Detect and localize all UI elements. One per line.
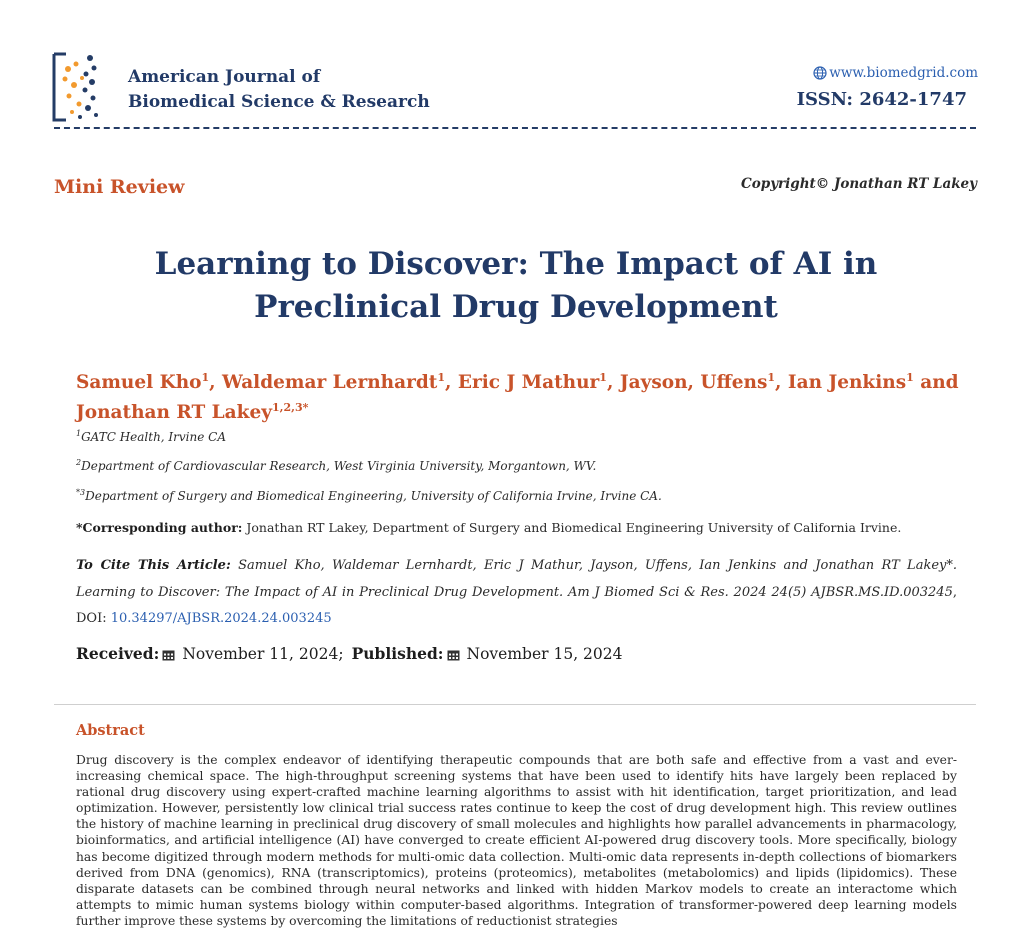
article-type: Mini Review [54,176,185,198]
doi-label: , DOI: [76,584,957,626]
received-date: November 11, 2024; [182,644,344,663]
received-label: Received: [76,644,160,663]
author-separator: and [913,372,959,394]
abstract-divider [54,704,976,705]
author-name: Ian Jenkins [787,372,907,394]
issn: ISSN: 2642-1747 [796,89,967,110]
publication-dates [76,644,623,663]
website-link[interactable] [813,65,978,81]
abstract-heading: Abstract [76,722,145,739]
globe-icon [813,66,827,80]
citation-text: Samuel Kho, Waldemar Lernhardt, Eric J Mathur, Jayson, Uffens, Ian Jenkins and Jonathan RT Lakey*. Learning to Discover: The Impact of AI in Preclinical Drug Development. Am J Biomed Sci & Res. 2024 24(5) AJBSR.MS.ID.003245 [76,558,957,600]
website-text[interactable]: www.biomedgrid.com [829,65,978,81]
author-name: Jonathan RT Lakey [76,402,272,424]
author-name: Samuel Kho [76,372,202,394]
published-label: Published: [351,644,444,663]
author-name: Waldemar Lernhardt [222,372,438,394]
calendar-icon [162,649,175,661]
copyright: Copyright© Jonathan RT Lakey [741,176,977,192]
published-date: November 15, 2024 [466,644,623,663]
author-name: Eric J Mathur [457,372,600,394]
author-affiliation-marker: 1,2,3* [272,401,309,415]
author-list [76,365,976,425]
author-separator: , [606,372,620,394]
journal-name-line2: Biomedical Science & Research [128,92,430,112]
author-separator: , [444,372,458,394]
doi-link[interactable]: 10.34297/AJBSR.2024.24.003245 [110,611,332,626]
citation [76,553,957,633]
author-affiliation-marker: 1 [201,371,210,384]
calendar-icon [447,649,460,661]
journal-name-line1: American Journal of [128,67,321,87]
journal-logo-icon [52,52,112,122]
author-name: Jayson, Uffens [619,372,768,394]
author-affiliation-marker: 1 [767,371,776,384]
header-divider [54,127,976,129]
affiliation-2: $^2$Department of Cardiovascular Research, West Virginia University, Morgantown, WV. [76,458,597,473]
affiliation-3: $^{*3}$Department of Surgery and Biomedical Engineering, University of California Irvine, Irvine CA. [76,488,662,503]
author-separator: , [775,372,788,394]
affiliation-1: $^1$GATC Health, Irvine CA [76,429,227,444]
author-affiliation-marker: 1 [437,371,445,384]
author-affiliation-marker: 1 [599,371,607,384]
author-affiliation-marker: 1 [906,371,914,384]
article-title: Learning to Discover: The Impact of AI in Preclinical Drug Development [154,246,878,325]
citation-label: To Cite This Article: [76,558,231,573]
abstract-body: Drug discovery is the complex endeavor of identifying therapeutic compounds that are both safe and effective from a vast and ever-increasing chemical space. The high-throughput screening systems that have been used to identify hits have largely been replaced by rational drug discovery using expert-crafted machine learning algorithms to assist with hit identification, target prioritization, and lead optimization. However, persistently low clinical trial success rates continue to keep the cost of drug development high. This review outlines the history of machine learning in preclinical drug discovery of small molecules and highlights how parallel advancements in pharmacology, bioinformatics, and artificial intelligence (AI) have converged to create efficient AI-powered drug discovery tools. More specifically, biology has become digitized through modern methods for multi-omic data collection. Multi-omic data represents in-depth collections of biomarkers derived from DNA (genomics), RNA (transcriptomics), proteins (proteomics), metabolites (metabolomics) and lipids (lipidomics). These disparate datasets can be combined through neural networks and linked with hidden Markov models to create an interactome which attempts to mimic human systems biology within computer-based algorithms. Integration of transformer-powered deep learning models further improve these systems by overcoming the limitations of reductionist strategies [76,753,957,928]
corresponding-author: *Corresponding author: Jonathan RT Lakey, Department of Surgery and Biomedical Engineering University of California Irvine. [76,520,902,535]
author-separator: , [209,372,223,394]
